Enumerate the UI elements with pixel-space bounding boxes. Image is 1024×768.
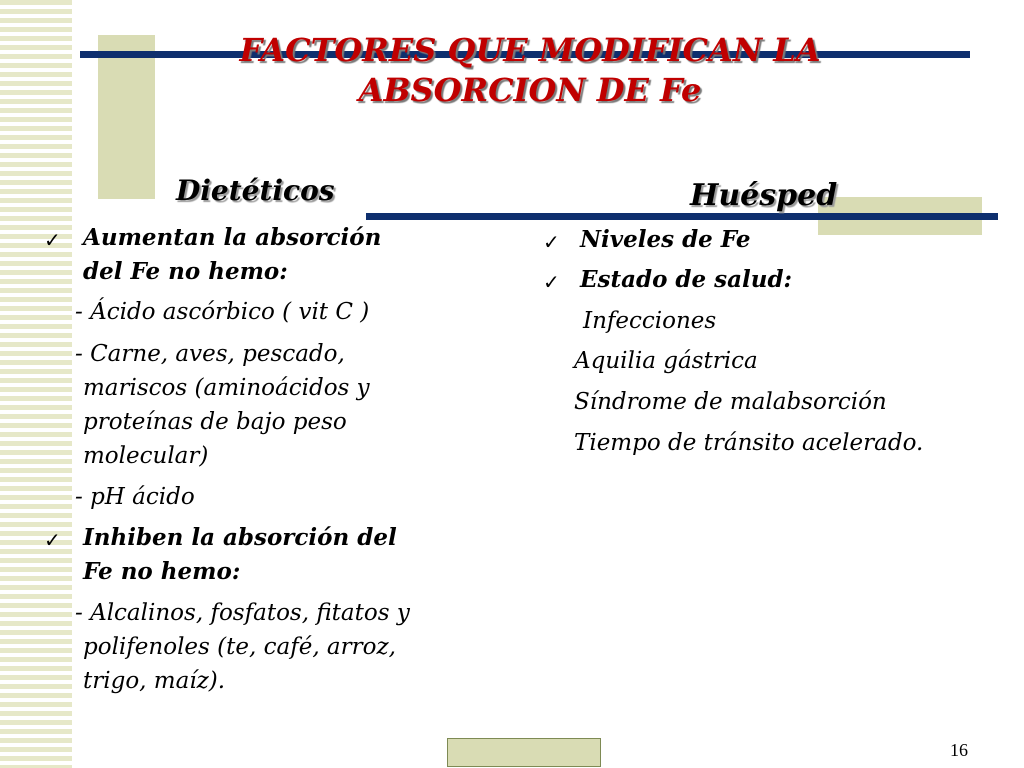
middle-divider-bar (366, 213, 998, 220)
list-item (75, 596, 410, 698)
footer-block (447, 738, 601, 767)
check-icon: ✓ (543, 270, 560, 294)
check-icon: ✓ (44, 228, 61, 252)
striped-margin (0, 0, 72, 768)
item-alcalinos-line-3: trigo, maíz). (83, 668, 226, 694)
bullet-inhiben-line-1: Inhiben la absorción del (83, 524, 397, 551)
item-carne-line-2: mariscos (aminoácidos y (83, 375, 370, 401)
bullet-niveles-fe: Niveles de Fe (580, 226, 751, 253)
item-acido-ascorbico: - Ácido ascórbico ( vit C ) (75, 299, 370, 325)
bullet-inhiben (83, 521, 397, 589)
bullet-aumentan (83, 221, 381, 289)
title-line-1: FACTORES QUE MODIFICAN LA (239, 31, 821, 69)
bullet-aumentan-line-1: Aumentan la absorción (83, 224, 382, 251)
condition-transito: Tiempo de tránsito acelerado. (574, 430, 924, 456)
page-number: 16 (950, 740, 968, 760)
heading-dieteticos: Dietéticos (176, 174, 335, 207)
list-item (75, 337, 370, 473)
item-carne-line-1: - Carne, aves, pescado, (75, 341, 345, 367)
list-item (75, 295, 369, 329)
item-carne-line-3: proteínas de bajo peso (83, 409, 347, 435)
condition-aquilia: Aquilia gástrica (574, 348, 758, 374)
item-carne-line-4: molecular) (83, 443, 209, 469)
decorative-block-left (98, 35, 155, 199)
bullet-aumentan-line-2: del Fe no hemo: (83, 258, 288, 285)
list-item (75, 480, 195, 514)
condition-malabsorcion: Síndrome de malabsorción (574, 389, 887, 415)
slide-title (160, 30, 900, 110)
check-icon: ✓ (44, 528, 61, 552)
item-alcalinos-line-1: - Alcalinos, fosfatos, fitatos y (75, 600, 410, 626)
title-line-2: ABSORCION DE Fe (358, 71, 702, 109)
item-alcalinos-line-2: polifenoles (te, café, arroz, (83, 634, 396, 660)
bullet-estado-salud: Estado de salud: (580, 266, 793, 293)
item-ph-acido: - pH ácido (75, 484, 195, 510)
bullet-inhiben-line-2: Fe no hemo: (83, 558, 241, 585)
heading-huesped: Huésped (690, 178, 838, 213)
check-icon: ✓ (543, 230, 560, 254)
condition-infecciones: Infecciones (583, 308, 717, 334)
